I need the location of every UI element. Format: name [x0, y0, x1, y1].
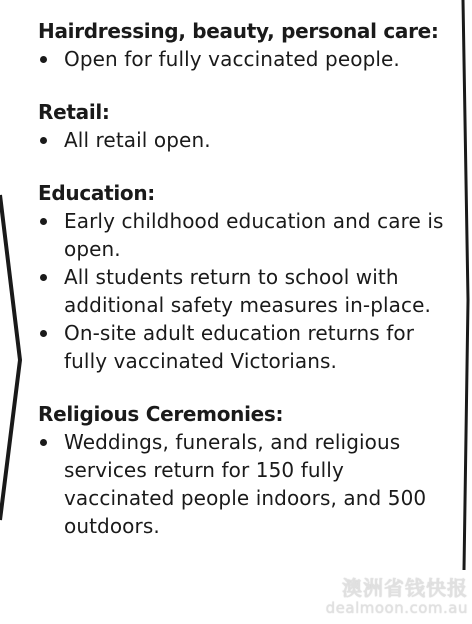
list-item-text: Early childhood education and care is open.	[64, 209, 444, 261]
section-religious-ceremonies	[38, 400, 458, 540]
list-item	[38, 126, 458, 154]
bullet-list	[38, 45, 458, 73]
bullet-icon	[40, 56, 47, 63]
watermark-brand: 澳洲省钱快报	[342, 576, 468, 600]
list-item-text: All students return to school with additional safety measures in-place.	[64, 265, 431, 317]
section-heading: Education:	[38, 181, 155, 205]
list-item-text: On-site adult education returns for fully vaccinated Victorians.	[64, 321, 415, 373]
bullet-list	[38, 207, 458, 375]
watermark-logo	[326, 576, 468, 616]
list-item-text: Weddings, funerals, and religious services return for 150 fully vaccinated people indoors, and 500 outdoors.	[64, 430, 427, 538]
list-item-text: Open for fully vaccinated people.	[64, 47, 400, 71]
list-item	[38, 319, 458, 375]
bullet-icon	[40, 439, 47, 446]
list-item	[38, 207, 458, 263]
left-border-line	[0, 195, 20, 520]
section-heading: Retail:	[38, 100, 110, 124]
list-item	[38, 45, 458, 73]
bullet-list	[38, 126, 458, 154]
section-heading: Religious Ceremonies:	[38, 402, 284, 426]
section-retail	[38, 98, 458, 154]
section-heading: Hairdressing, beauty, personal care:	[38, 19, 439, 43]
bullet-icon	[40, 274, 47, 281]
bullet-list	[38, 428, 458, 540]
bullet-icon	[40, 330, 47, 337]
section-education	[38, 179, 458, 375]
bullet-icon	[40, 137, 47, 144]
list-item-text: All retail open.	[64, 128, 211, 152]
section-hairdressing	[38, 17, 458, 73]
right-border-line	[463, 0, 468, 570]
watermark-url: dealmoon.com.au	[325, 599, 468, 617]
list-item	[38, 263, 458, 319]
bullet-icon	[40, 218, 47, 225]
document-content	[38, 17, 458, 565]
list-item	[38, 428, 458, 540]
